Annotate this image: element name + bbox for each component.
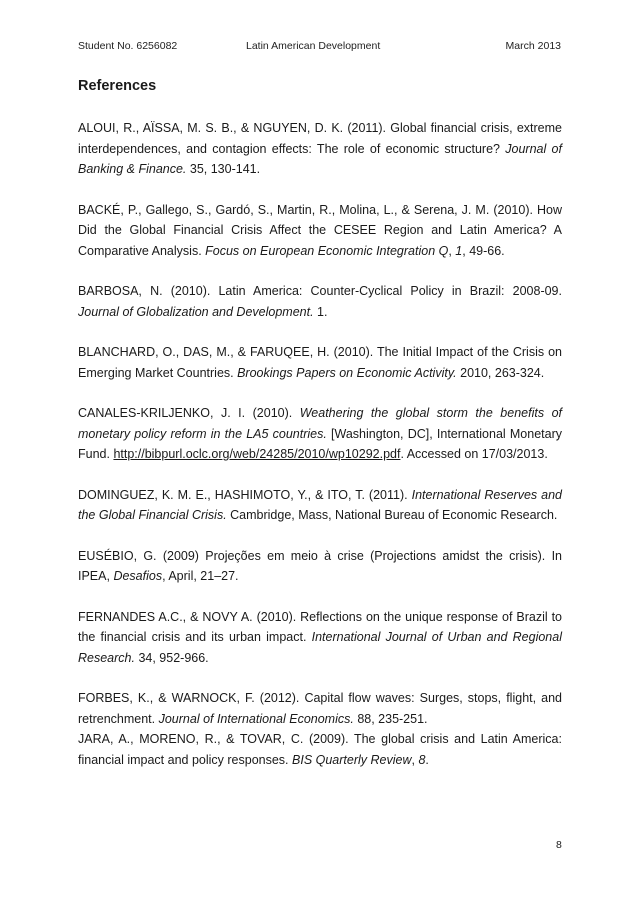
reference-text: FORBES, K., & WARNOCK, F. (2012). Capital flow waves: Surges, stops, flight, and retrenchment. — [78, 691, 562, 726]
header-date: March 2013 — [505, 40, 561, 52]
header-student-number: Student No. 6256082 — [78, 40, 178, 52]
reference-source: International Reserves and the Global Financial Crisis. — [78, 487, 562, 522]
reference-text: BACKÉ, P., Gallego, S., Gardó, S., Martin, R., Molina, L., & Serena, J. M. (2010). How Did the Global Financial Crisis Affect the CESEE Region and Latin America? A Comparative Analysis. — [78, 202, 562, 258]
reference-source: Brookings Papers on Economic Activity. — [237, 365, 457, 380]
reference-details: , April, 21–27. — [162, 569, 239, 583]
reference-accessed: . Accessed on 17/03/2013. — [400, 447, 548, 461]
reference-details: [Washington, DC], International Monetary Fund. — [78, 426, 562, 461]
reference-url-link[interactable]: http://bibpurl.oclc.org/web/24285/2010/wp10292.pdf — [113, 447, 401, 461]
header-course-title: Latin American Development — [246, 40, 381, 52]
reference-volume: 8 — [418, 752, 426, 767]
reference-details: 1. — [313, 304, 328, 319]
reference-details: 34, 952-966. — [134, 650, 209, 665]
reference-pages: , 49-66. — [462, 243, 505, 258]
reference-details: 88, 235-251. — [353, 711, 428, 726]
reference-barbosa — [78, 281, 562, 322]
reference-text: CANALES-KRILJENKO, J. I. (2010). — [78, 406, 300, 420]
reference-source: Weathering the global storm the benefits of monetary policy reform in the LA5 countries. — [78, 406, 562, 441]
reference-details: , — [411, 752, 419, 767]
reference-details: 35, 130-141. — [186, 162, 261, 176]
reference-source: Desafios — [113, 569, 163, 583]
references-heading: References — [78, 78, 157, 94]
reference-details: Cambridge, Mass, National Bureau of Economic Research. — [226, 508, 558, 522]
reference-details: 2010, 263-324. — [456, 365, 545, 380]
reference-source: International Journal of Urban and Regional Research. — [78, 630, 562, 665]
reference-details: , — [448, 243, 456, 258]
reference-dominguez — [78, 485, 562, 526]
reference-pages: . — [425, 752, 429, 767]
reference-eusebio — [78, 546, 562, 587]
reference-aloui — [78, 118, 562, 180]
reference-backe — [78, 200, 562, 262]
references-list — [78, 118, 562, 790]
reference-text: ALOUI, R., AÏSSA, M. S. B., & NGUYEN, D. K. (2011). Global financial crisis, extreme interdependences, and contagion effects: The role of economic structure? — [78, 121, 562, 156]
reference-text: EUSÉBIO, G. (2009) Projeções em meio à crise (Projections amidst the crisis). In IPEA, — [78, 548, 562, 583]
reference-forbes — [78, 688, 562, 729]
reference-canales-kriljenko — [78, 403, 562, 465]
reference-text: DOMINGUEZ, K. M. E., HASHIMOTO, Y., & ITO, T. (2011). — [78, 487, 412, 502]
page-header — [78, 40, 561, 54]
reference-text: BARBOSA, N. (2010). Latin America: Counter-Cyclical Policy in Brazil: 2008-09. — [78, 284, 562, 298]
reference-source: Journal of Banking & Finance. — [78, 141, 562, 176]
reference-source: Focus on European Economic Integration Q — [205, 243, 449, 258]
reference-text: FERNANDES A.C., & NOVY A. (2010). Reflections on the unique response of Brazil to the financial crisis and its urban impact. — [78, 609, 562, 644]
reference-text: BLANCHARD, O., DAS, M., & FARUQEE, H. (2010). The Initial Impact of the Crisis on Emerging Market Countries. — [78, 345, 562, 380]
reference-blanchard — [78, 342, 562, 383]
reference-volume: 1 — [455, 243, 463, 258]
reference-source: Journal of International Economics. — [158, 711, 354, 726]
page-number: 8 — [556, 839, 562, 851]
reference-source: BIS Quarterly Review — [292, 752, 412, 767]
reference-source: Journal of Globalization and Development. — [78, 304, 314, 319]
reference-jara — [78, 729, 562, 770]
reference-text: JARA, A., MORENO, R., & TOVAR, C. (2009). The global crisis and Latin America: financial impact and policy responses. — [78, 732, 562, 767]
reference-fernandes — [78, 607, 562, 669]
